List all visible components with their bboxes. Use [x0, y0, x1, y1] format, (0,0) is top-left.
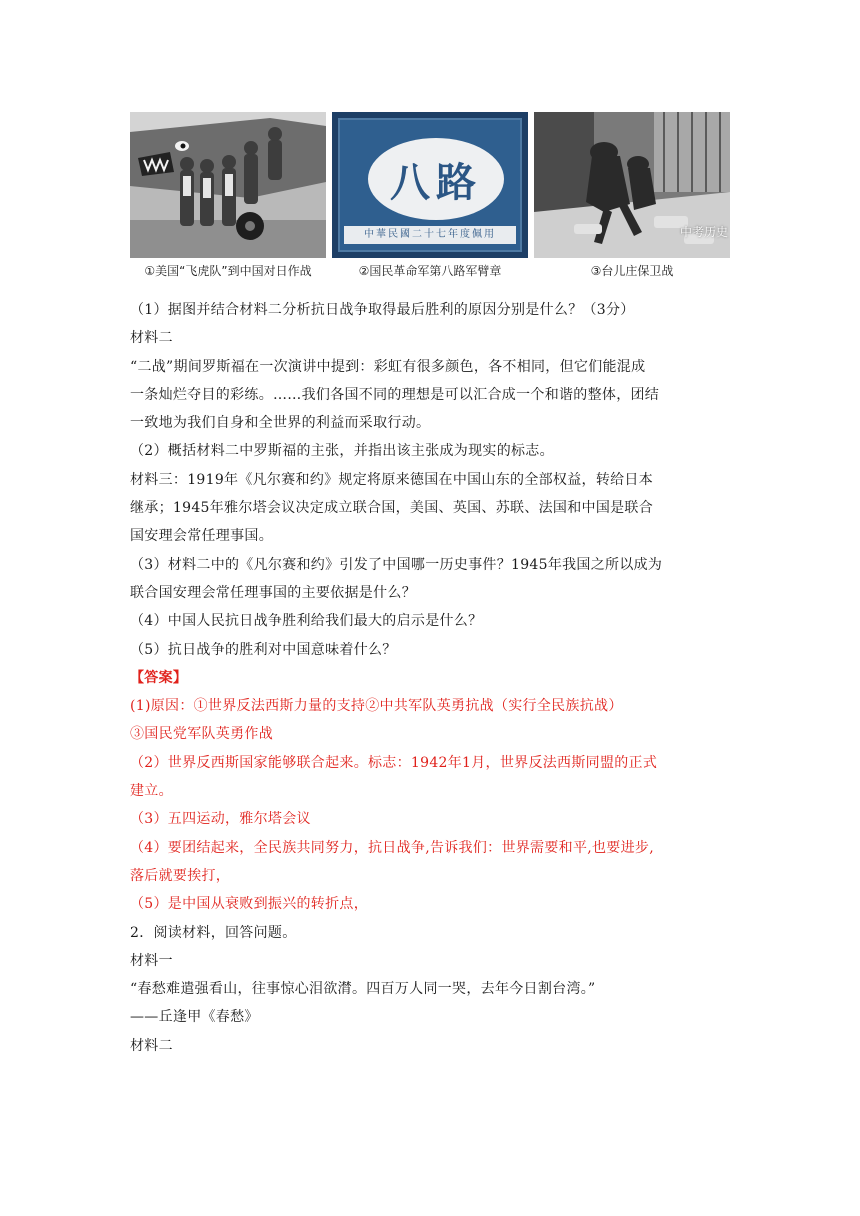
figure-taierzhuang — [534, 112, 730, 284]
question-2: （2）概括材料二中罗斯福的主张，并指出该主张成为现实的标志。 — [130, 443, 554, 460]
material-3-text: 材料三：1919年《凡尔赛和约》规定将原来德国在中国山东的全部权益，转给日本 — [130, 471, 654, 488]
question-heading-2: 2．阅读材料，回答问题。 — [130, 924, 297, 941]
answer-1: ③国民党军队英勇作战 — [130, 726, 273, 743]
armband — [338, 118, 522, 252]
poem-attribution: ——丘逢甲《春愁》 — [130, 1009, 259, 1026]
material-2-heading: 材料二 — [130, 1037, 173, 1054]
answer-4: 落后就要挨打， — [130, 867, 231, 884]
answer-heading: 【答案】 — [130, 669, 188, 686]
taierzhuang-battle-photo — [534, 112, 730, 258]
answer-2: 建立。 — [130, 783, 173, 800]
eighth-route-armband-photo — [332, 112, 528, 258]
armband-characters: 八路 — [368, 138, 504, 220]
answer-1: (1)原因：①世界反法西斯力量的支持②中共军队英勇抗战（实行全民族抗战） — [130, 698, 623, 715]
answer-5: （5）是中国从衰败到振兴的转折点， — [130, 896, 369, 913]
material-3-text: 继承；1945年雅尔塔会议决定成立联合国，美国、英国、苏联、法国和中国是联合 — [130, 500, 654, 517]
figure-flying-tigers — [130, 112, 326, 284]
figure-caption: ②国民革命军第八路军臂章 — [332, 258, 528, 284]
question-4: （4）中国人民抗日战争胜利给我们最大的启示是什么？ — [130, 613, 483, 630]
answer-4: （4）要团结起来，全民族共同努力，抗日战争,告诉我们：世界需要和平,也要进步, — [130, 839, 654, 856]
material-2-text: “二战”期间罗斯福在一次演讲中提到：彩虹有很多颜色，各不相同，但它们能混成 — [130, 358, 646, 375]
flying-tigers-photo — [130, 112, 326, 258]
figure-caption: ①美国“飞虎队”到中国对日作战 — [130, 258, 326, 284]
material-3-text: 国安理会常任理事国。 — [130, 528, 273, 545]
figure-eighth-route-armband — [332, 112, 528, 284]
answer-2: （2）世界反西斯国家能够联合起来。标志：1942年1月，世界反法西斯同盟的正式 — [130, 754, 658, 771]
material-2-heading: 材料二 — [130, 330, 173, 347]
material-2-text: 一致地为我们自身和全世界的利益而采取行动。 — [130, 415, 431, 432]
material-2-text: 一条灿烂夺目的彩练。……我们各国不同的理想是可以汇合成一个和谐的整体，团结 — [130, 386, 660, 403]
question-3: 联合国安理会常任理事国的主要依据是什么？ — [130, 584, 416, 601]
watermark-text: 中考历史 — [679, 225, 728, 239]
figure-row — [130, 112, 730, 284]
document-page — [130, 112, 730, 1060]
material-1-heading: 材料一 — [130, 952, 173, 969]
question-3: （3）材料二中的《凡尔赛和约》引发了中国哪一历史事件？1945年我国之所以成为 — [130, 556, 663, 573]
armband-strip: 中華民國二十七年度佩用 — [344, 226, 516, 244]
poem-text: “春愁难遣强看山，往事惊心泪欲潸。四百万人同一哭，去年今日割台湾。” — [130, 981, 596, 998]
answer-3: （3）五四运动，雅尔塔会议 — [130, 811, 311, 828]
document-text — [130, 296, 730, 1060]
question-5: （5）抗日战争的胜利对中国意味着什么？ — [130, 641, 397, 658]
flying-tigers-image — [130, 112, 326, 258]
question-1: （1）据图并结合材料二分析抗日战争取得最后胜利的原因分别是什么？（3分） — [130, 302, 635, 318]
figure-caption: ③台儿庄保卫战 — [534, 258, 730, 284]
